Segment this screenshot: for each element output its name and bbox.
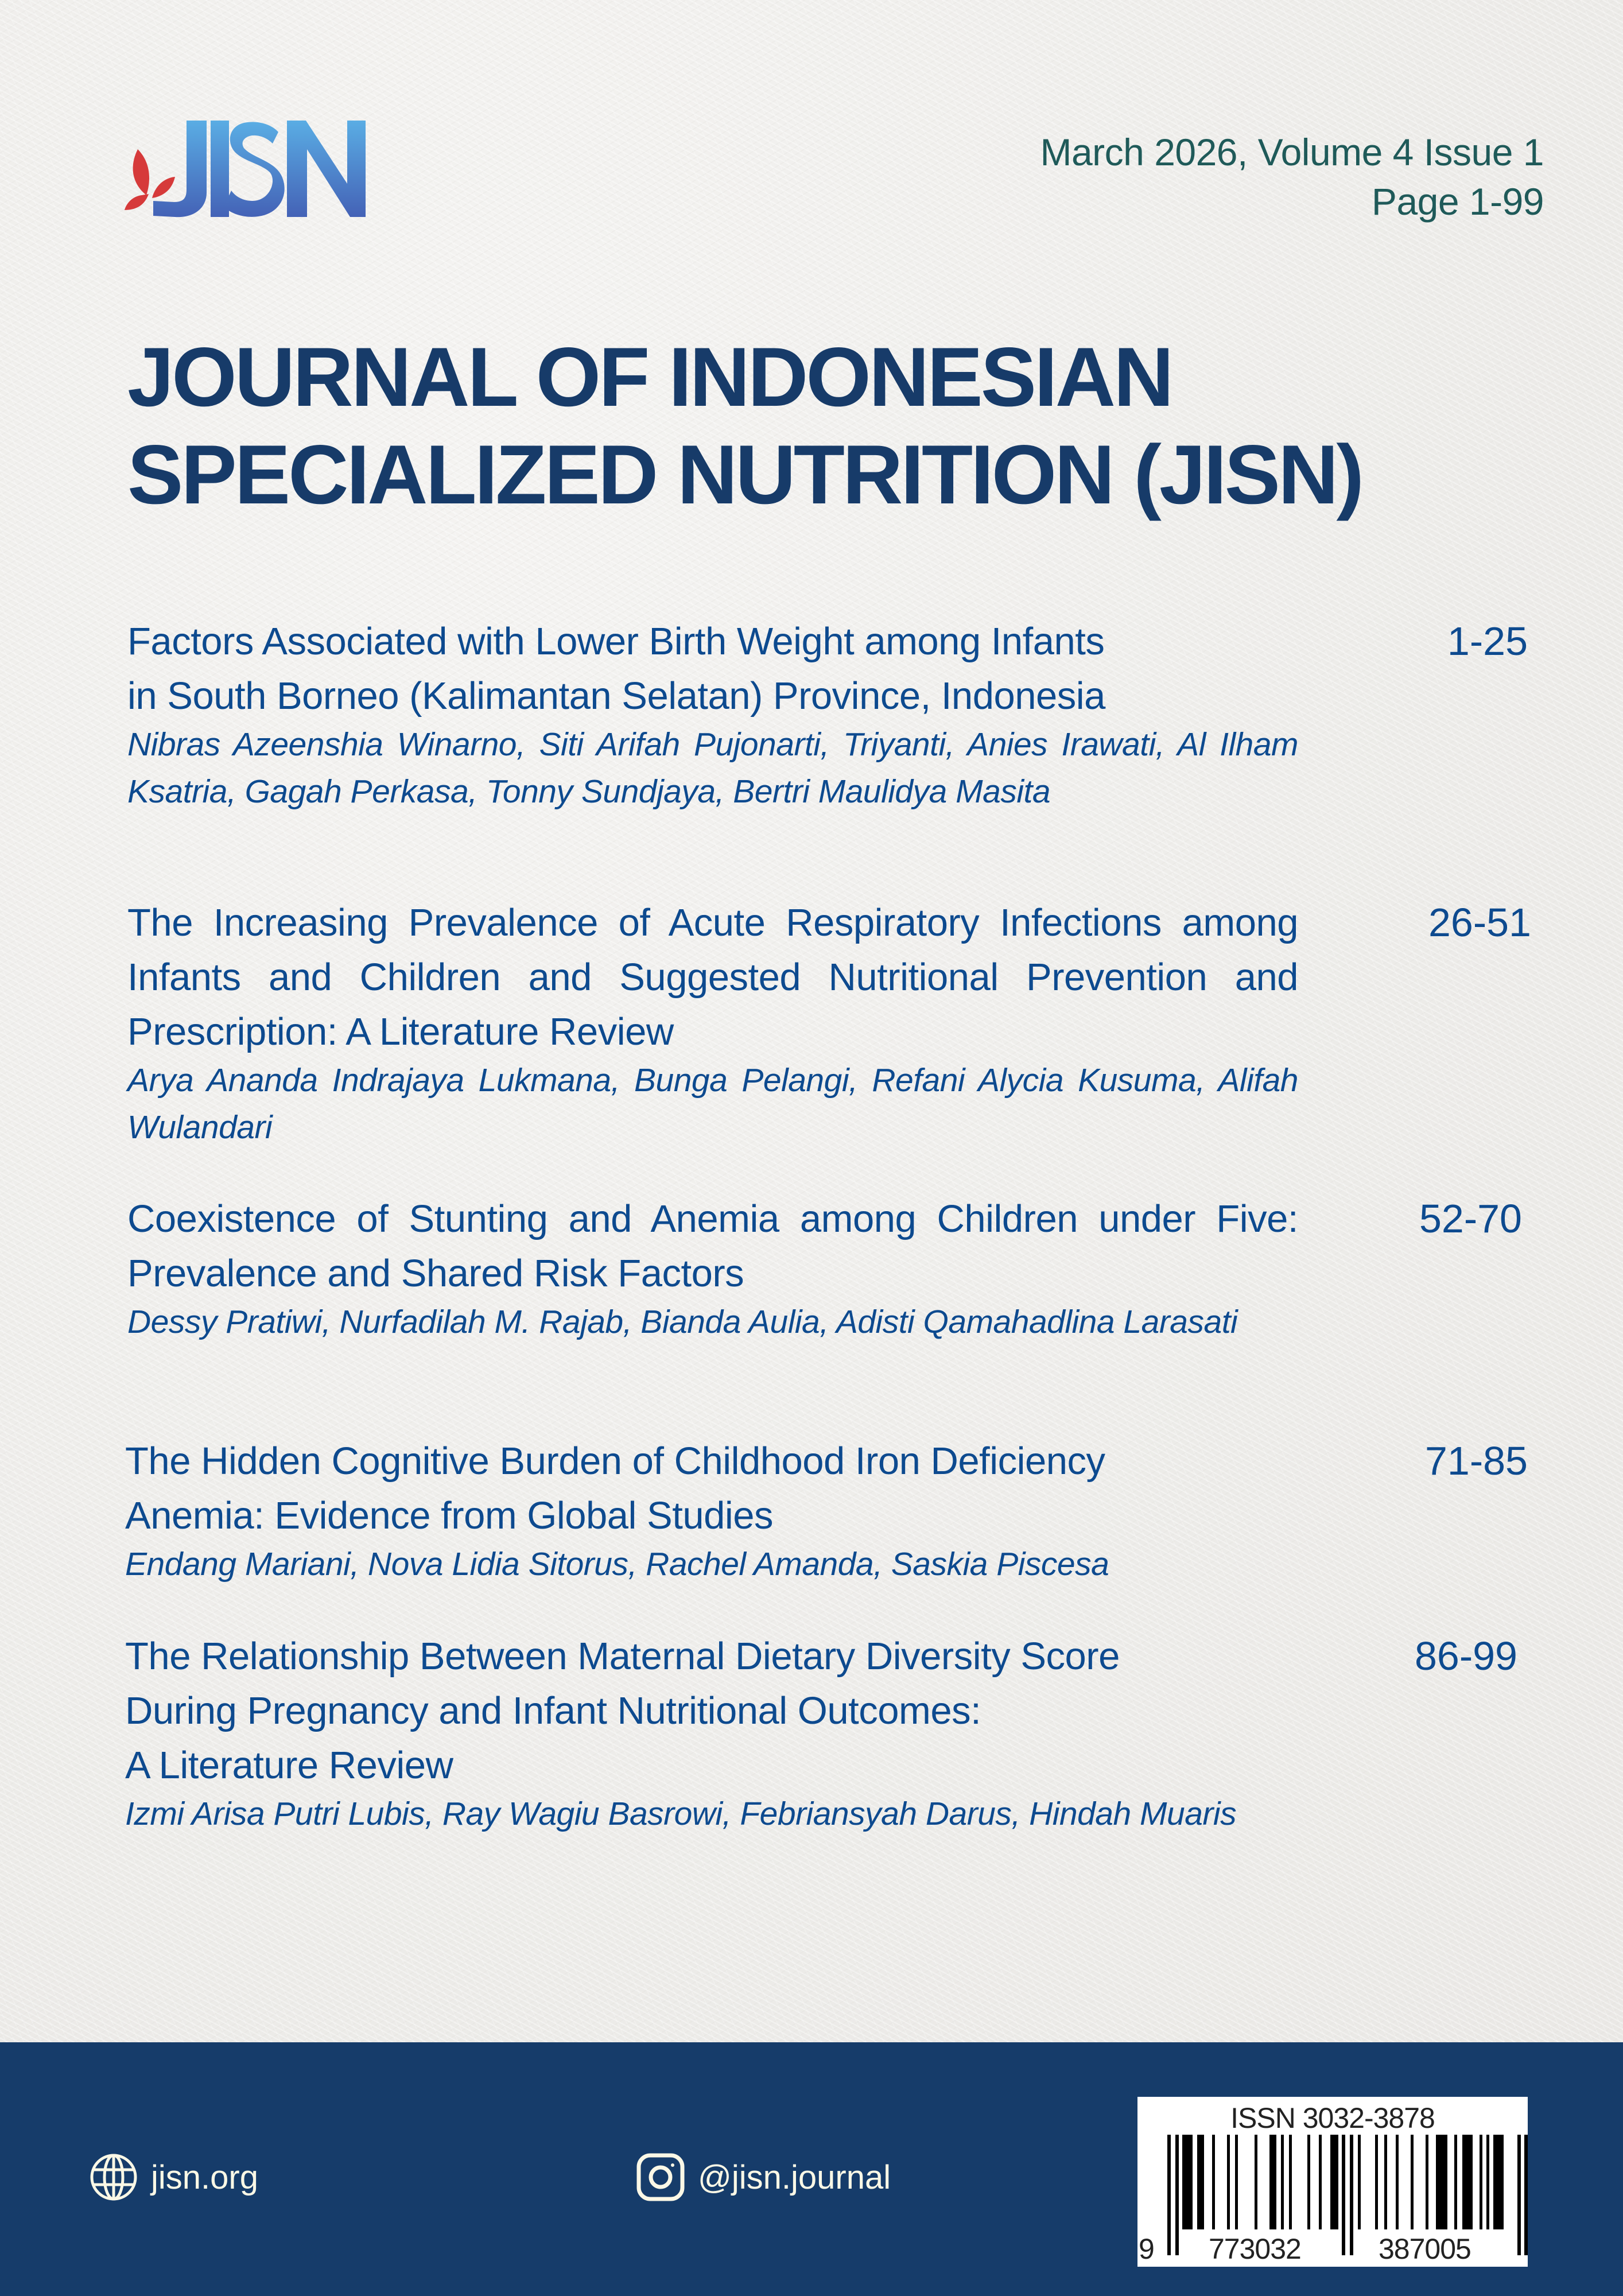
article-authors: Arya Ananda Indrajaya Lukmana, Bunga Pelangi, Refani Alycia Kusuma, Alifah Wulandari [127,1062,1298,1146]
barcode-lead-digit: 9 [1139,2233,1154,2265]
issn-barcode [1137,2097,1528,2267]
instagram-link[interactable] [636,2152,891,2202]
issue-date-volume: March 2026, Volume 4 Issue 1 [1040,131,1544,173]
barcode-right-digits: 387005 [1379,2233,1471,2265]
article-title[interactable]: Factors Associated with Lower Birth Weight among Infants in South Borneo (Kalimantan Selatan) Province, Indonesia [127,620,1105,718]
journal-title-line-2: SPECIALIZED NUTRITION (JISN) [127,428,1362,521]
website-link[interactable] [89,2152,258,2202]
article-authors: Nibras Azeenshia Winarno, Siti Arifah Pujonarti, Triyanti, Anies Irawati, Al Ilham Ksatria, Gagah Perkasa, Tonny Sundjaya, Bertri Maulidya Masita [127,726,1298,810]
jisn-logo [106,115,382,218]
logo-graphic [106,115,382,218]
journal-title-line-1: JOURNAL OF INDONESIAN [127,330,1172,424]
article-entry[interactable] [125,1434,1296,1588]
journal-title [127,328,1505,523]
barcode-left-digits: 773032 [1209,2233,1301,2265]
issue-info [1040,127,1544,226]
article-pages: 52-70 [1419,1196,1522,1241]
article-pages: 1-25 [1447,619,1528,664]
article-entry[interactable] [127,614,1298,815]
article-title[interactable]: The Hidden Cognitive Burden of Childhood Iron Deficiency Anemia: Evidence from Global Studies [125,1440,1105,1537]
article-title[interactable]: The Relationship Between Maternal Dietary Diversity Score During Pregnancy and Infant Nutritional Outcomes: A Literature Review [125,1635,1120,1787]
issn-number: ISSN 3032-3878 [1230,2102,1435,2134]
article-pages: 86-99 [1414,1634,1517,1678]
article-entry[interactable] [127,895,1298,1151]
article-authors: Endang Mariani, Nova Lidia Sitorus, Rachel Amanda, Saskia Piscesa [125,1546,1109,1583]
instagram-icon [636,2152,685,2202]
globe-icon [89,2152,138,2202]
article-entry[interactable] [127,1192,1298,1345]
page-range: Page 1-99 [1371,180,1544,223]
article-authors: Dessy Pratiwi, Nurfadilah M. Rajab, Bianda Aulia, Adisti Qamahadlina Larasati [127,1304,1238,1340]
article-entry[interactable] [125,1629,1290,1837]
article-pages: 71-85 [1424,1438,1528,1483]
article-pages: 26-51 [1428,900,1531,945]
website-label: jisn.org [151,2158,258,2196]
instagram-handle: @jisn.journal [698,2158,891,2196]
article-authors: Izmi Arisa Putri Lubis, Ray Wagiu Basrowi, Febriansyah Darus, Hindah Muaris [125,1795,1237,1832]
article-title[interactable]: The Increasing Prevalence of Acute Respiratory Infections among Infants and Children and Suggested Nutritional Prevention and Prescription: A Literature Review [127,901,1298,1053]
article-title[interactable]: Coexistence of Stunting and Anemia among Children under Five: Prevalence and Shared Risk Factors [127,1197,1298,1295]
